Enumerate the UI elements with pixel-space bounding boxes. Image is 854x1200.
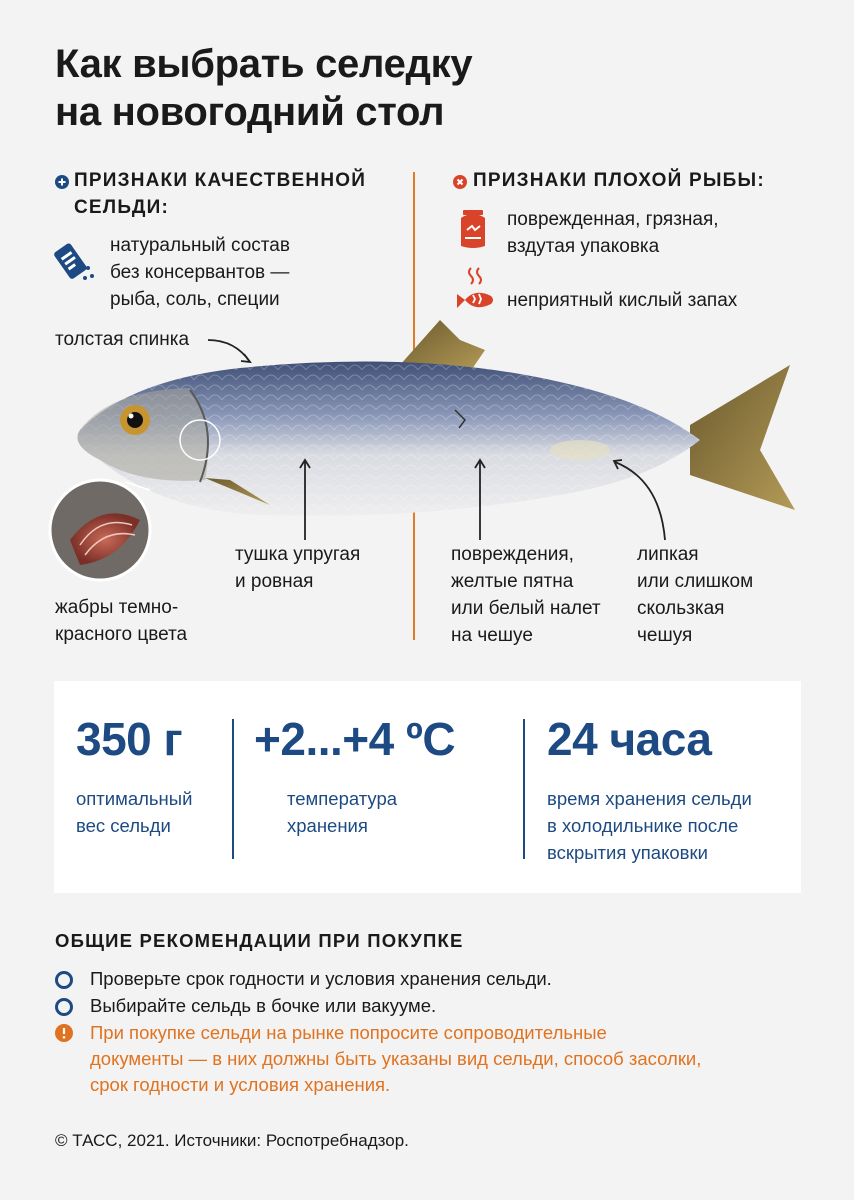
stat-temperature xyxy=(254,711,455,839)
label-gills-line: жабры темно- xyxy=(55,597,179,618)
recommendation-item: Проверьте срок годности и условия хранения сельди. xyxy=(90,968,552,989)
composition-line: натуральный состав xyxy=(110,235,290,256)
bullet-ring-icon xyxy=(55,971,73,989)
stat-label-line: температура xyxy=(287,788,398,809)
recommendation-item: Выбирайте сельдь в бочке или вакууме. xyxy=(90,995,437,1016)
warning-line: При покупке сельди на рынке попросите сопроводительные xyxy=(90,1022,607,1043)
recommendations-heading: ОБЩИЕ РЕКОМЕНДАЦИИ ПРИ ПОКУПКЕ xyxy=(55,930,464,951)
warning-line: документы — в них должны быть указаны вид сельди, способ засолки, xyxy=(90,1048,702,1069)
quality-heading xyxy=(74,167,366,221)
plus-icon xyxy=(55,175,69,189)
warning-icon xyxy=(55,1024,73,1042)
page-title xyxy=(55,40,472,136)
label-gills xyxy=(55,594,187,648)
stat-label-line: в холодильнике после xyxy=(547,815,739,836)
recommendation-warning xyxy=(90,1020,701,1098)
label-damage-line: повреждения, xyxy=(451,544,574,565)
label-scales-line: чешуя xyxy=(637,625,693,646)
quality-composition xyxy=(110,232,290,313)
stat-weight-label xyxy=(76,785,192,839)
stat-label-line: оптимальный xyxy=(76,788,193,809)
composition-line: рыба, соль, специи xyxy=(110,289,280,310)
stat-weight xyxy=(76,711,192,839)
packaging-line: вздутая упаковка xyxy=(507,236,660,257)
label-scales-line: скользкая xyxy=(637,598,725,619)
label-tag-icon xyxy=(52,238,96,291)
label-damage-line: желтые пятна xyxy=(451,571,574,592)
stat-label-line: вес сельди xyxy=(76,815,171,836)
label-damage xyxy=(451,541,601,649)
label-scales-line: липкая xyxy=(637,544,699,565)
warning-line: срок годности и условия хранения. xyxy=(90,1074,391,1095)
cross-icon xyxy=(453,175,467,189)
stats-panel xyxy=(54,681,801,893)
stat-temperature-label xyxy=(287,785,455,839)
stat-storage xyxy=(547,711,752,866)
label-scales xyxy=(637,541,753,649)
label-body xyxy=(235,541,360,595)
stat-weight-value: 350 г xyxy=(76,713,183,765)
label-body-line: и ровная xyxy=(235,571,314,592)
title-line-2: на новогодний стол xyxy=(55,90,445,134)
stat-storage-label xyxy=(547,785,752,866)
stat-label-line: хранения xyxy=(287,815,368,836)
stat-storage-value: 24 часа xyxy=(547,713,712,765)
bad-heading: ПРИЗНАКИ ПЛОХОЙ РЫБЫ: xyxy=(473,170,765,191)
bad-packaging xyxy=(507,206,719,260)
stat-separator xyxy=(232,719,234,859)
bullet-ring-icon xyxy=(55,998,73,1016)
stat-label-line: время хранения сельди xyxy=(547,788,752,809)
stat-temperature-value: +2...+4 ºС xyxy=(254,713,456,765)
title-line-1: Как выбрать селедку xyxy=(55,42,473,86)
quality-heading-line1: ПРИЗНАКИ КАЧЕСТВЕННОЙ xyxy=(74,170,367,191)
label-gills-line: красного цвета xyxy=(55,624,188,645)
label-damage-line: на чешуе xyxy=(451,625,533,646)
label-back: толстая спинка xyxy=(55,329,190,350)
quality-heading-line2: СЕЛЬДИ: xyxy=(74,197,170,218)
label-scales-line: или слишком xyxy=(637,571,754,592)
stat-separator xyxy=(523,719,525,859)
stat-label-line: вскрытия упаковки xyxy=(547,842,708,863)
label-damage-line: или белый налет xyxy=(451,598,601,619)
bad-smell: неприятный кислый запах xyxy=(507,290,738,311)
footer-source: © ТАСС, 2021. Источники: Роспотребнадзор. xyxy=(55,1131,409,1150)
packaging-line: поврежденная, грязная, xyxy=(507,209,719,230)
composition-line: без консервантов — xyxy=(110,262,290,283)
label-body-line: тушка упругая xyxy=(235,544,361,565)
swollen-can-icon xyxy=(455,208,491,255)
